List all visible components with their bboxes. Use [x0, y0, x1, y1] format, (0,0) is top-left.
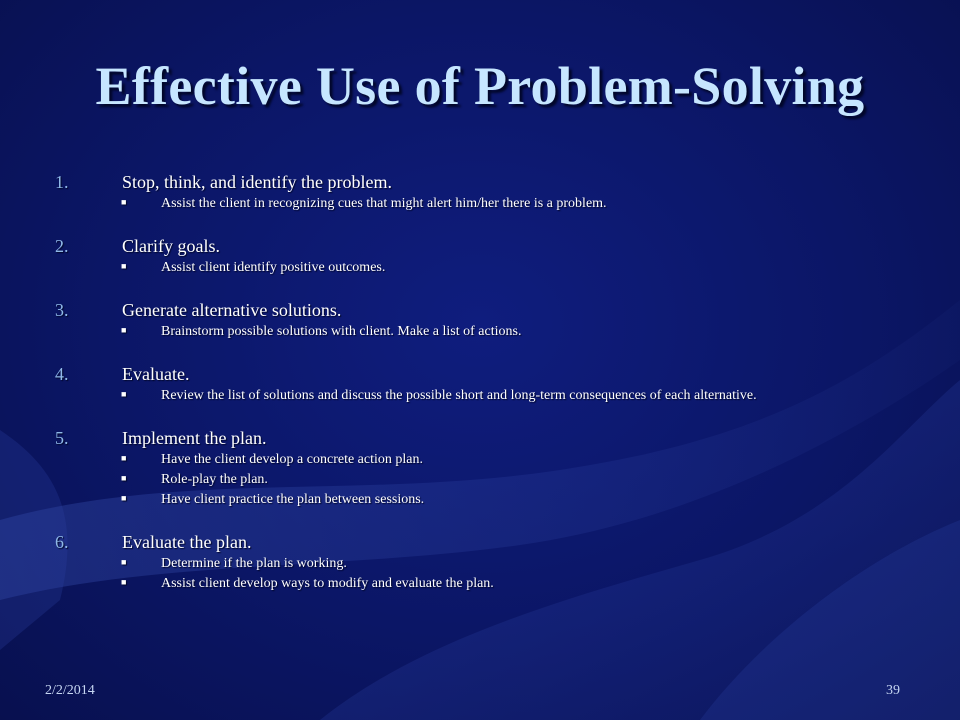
sub-bullet-text: Review the list of solutions and discuss the possible short and long-term consequences of each alternative. [161, 388, 757, 403]
step-heading: Stop, think, and identify the problem. [122, 172, 392, 192]
sub-bullet-text: Role-play the plan. [161, 472, 268, 487]
step-number: 1. [55, 172, 69, 192]
sub-bullet-text: Brainstorm possible solutions with client. Make a list of actions. [161, 324, 522, 339]
step-number: 4. [55, 364, 69, 384]
step-heading-row [55, 532, 915, 553]
square-bullet-icon: ■ [121, 389, 127, 399]
step-heading-row [55, 172, 915, 193]
step-sub-bullets [55, 196, 915, 212]
sub-bullet [121, 260, 915, 276]
square-bullet-icon: ■ [121, 325, 127, 335]
step-item [55, 428, 915, 508]
square-bullet-icon: ■ [121, 577, 127, 587]
square-bullet-icon: ■ [121, 473, 127, 483]
step-sub-bullets [55, 556, 915, 592]
sub-bullet [121, 388, 915, 404]
step-item [55, 236, 915, 276]
square-bullet-icon: ■ [121, 493, 127, 503]
step-sub-bullets [55, 324, 915, 340]
step-number: 2. [55, 236, 69, 256]
square-bullet-icon: ■ [121, 557, 127, 567]
step-item [55, 532, 915, 592]
step-number: 6. [55, 532, 69, 552]
sub-bullet [121, 576, 915, 592]
step-number: 5. [55, 428, 69, 448]
sub-bullet [121, 324, 915, 340]
step-heading: Generate alternative solutions. [122, 300, 342, 320]
step-heading-row [55, 300, 915, 321]
step-heading: Evaluate. [122, 364, 190, 384]
square-bullet-icon: ■ [121, 453, 127, 463]
sub-bullet [121, 452, 915, 468]
step-heading-row [55, 236, 915, 257]
sub-bullet-text: Have client practice the plan between sessions. [161, 492, 425, 507]
sub-bullet-text: Have the client develop a concrete action plan. [161, 452, 423, 467]
sub-bullet-text: Assist client develop ways to modify and evaluate the plan. [161, 576, 494, 591]
step-heading: Clarify goals. [122, 236, 220, 256]
footer-date: 2/2/2014 [45, 683, 95, 698]
step-sub-bullets [55, 260, 915, 276]
sub-bullet-text: Assist the client in recognizing cues that might alert him/her there is a problem. [161, 196, 607, 211]
sub-bullet [121, 472, 915, 488]
sub-bullet [121, 492, 915, 508]
square-bullet-icon: ■ [121, 261, 127, 271]
step-number: 3. [55, 300, 69, 320]
step-item [55, 300, 915, 340]
step-heading: Evaluate the plan. [122, 532, 252, 552]
step-sub-bullets [55, 452, 915, 508]
square-bullet-icon: ■ [121, 197, 127, 207]
sub-bullet [121, 556, 915, 572]
sub-bullet-text: Assist client identify positive outcomes. [161, 260, 386, 275]
step-heading: Implement the plan. [122, 428, 267, 448]
sub-bullet [121, 196, 915, 212]
step-item [55, 364, 915, 404]
step-sub-bullets [55, 388, 915, 404]
step-item [55, 172, 915, 212]
sub-bullet-text: Determine if the plan is working. [161, 556, 347, 571]
problem-solving-steps-list [55, 172, 915, 616]
slide-number: 39 [886, 683, 900, 698]
step-heading-row [55, 428, 915, 449]
step-heading-row [55, 364, 915, 385]
slide-title: Effective Use of Problem-Solving [95, 56, 865, 116]
